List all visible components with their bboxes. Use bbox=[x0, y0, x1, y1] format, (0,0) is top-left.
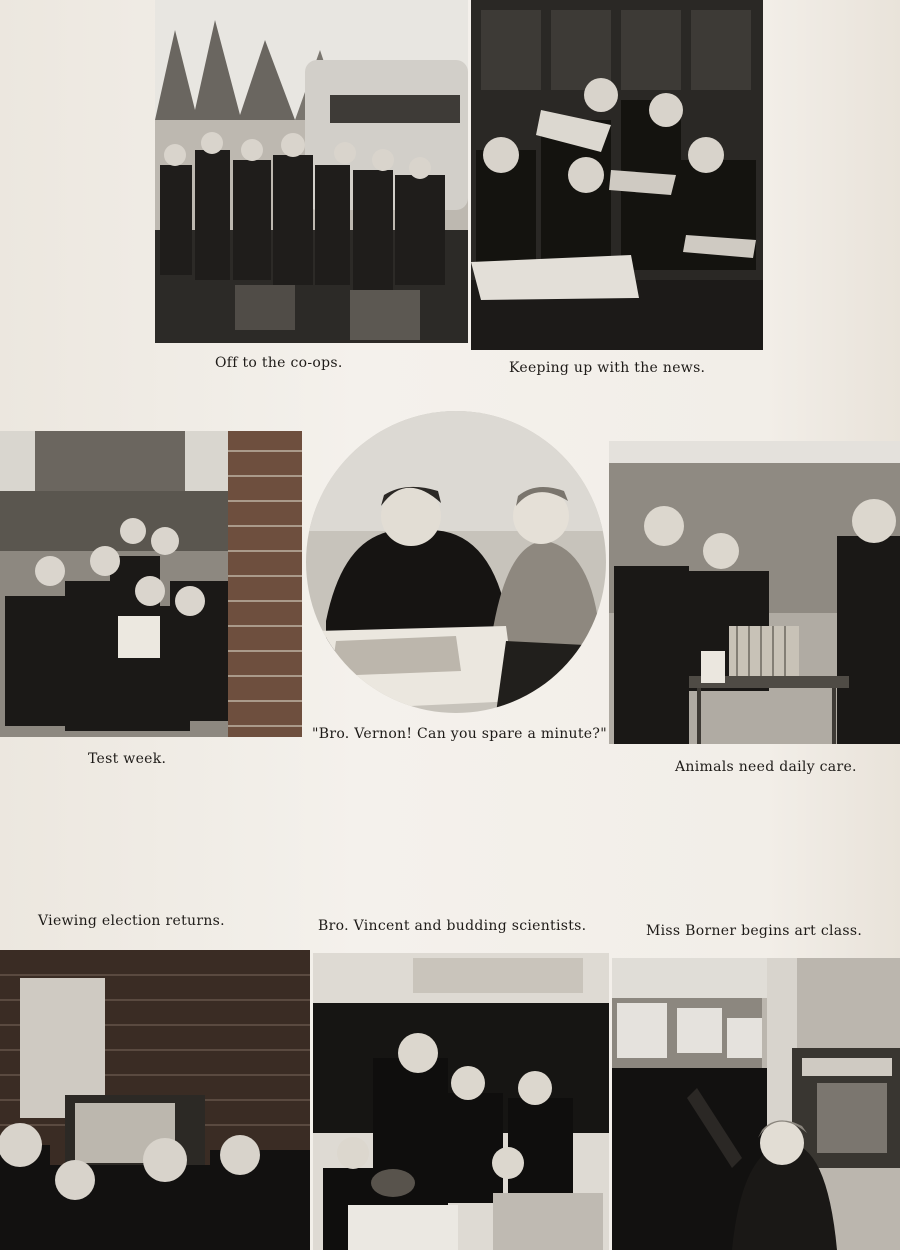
photo-test-week bbox=[0, 431, 302, 737]
caption-animals: Animals need daily care. bbox=[675, 759, 857, 775]
caption-test-week: Test week. bbox=[88, 751, 167, 767]
photo-news bbox=[471, 0, 763, 350]
caption-news: Keeping up with the news. bbox=[509, 360, 706, 376]
photo-vernon bbox=[306, 411, 606, 713]
caption-election: Viewing election returns. bbox=[38, 913, 225, 929]
caption-co-ops: Off to the co-ops. bbox=[215, 355, 343, 371]
photo-art-class bbox=[612, 958, 900, 1250]
photo-scientists bbox=[313, 953, 609, 1250]
photo-co-ops bbox=[155, 0, 468, 343]
photo-animals bbox=[609, 441, 900, 744]
caption-scientists: Bro. Vincent and budding scientists. bbox=[318, 918, 587, 934]
caption-art-class: Miss Borner begins art class. bbox=[646, 923, 863, 939]
caption-vernon: "Bro. Vernon! Can you spare a minute?" bbox=[312, 726, 607, 742]
photo-election bbox=[0, 950, 310, 1250]
